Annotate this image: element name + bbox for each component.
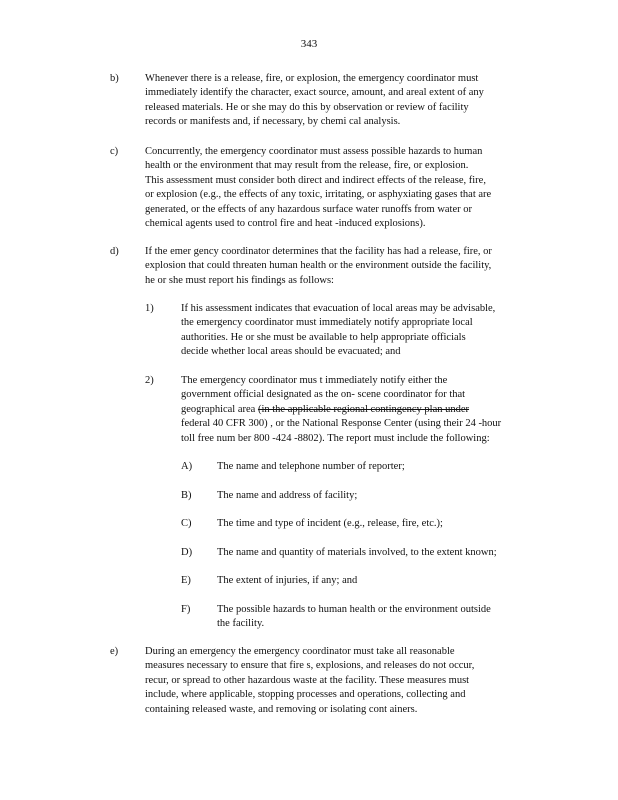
text-line: released materials. He or she may do this by observation or review of facility: [145, 101, 469, 113]
text-line: If his assessment indicates that evacuation of local areas may be advisable,: [181, 303, 496, 314]
list-label: F): [181, 604, 191, 615]
text-line: generated, or the effects of any hazardous surface water runoffs from water or: [145, 203, 473, 215]
text-line: explosion that could threaten human health or the environment outside the facility,: [145, 260, 492, 272]
text-line: he or she must report his findings as follows:: [145, 274, 334, 286]
paragraph-e-text: [145, 645, 474, 717]
text-line: health or the environment that may result from the release, fire, or explosion.: [145, 160, 469, 172]
text-line: records or manifests and, if necessary, by chemi cal analysis.: [145, 116, 401, 128]
text-line: chemical agents used to control fire and heat -induced explosions).: [145, 218, 426, 230]
text-line: immediately identify the character, exact source, amount, and areal extent of any: [145, 87, 484, 99]
label-d: d): [110, 246, 119, 257]
label-d-2: 2): [145, 375, 154, 386]
text-line: [181, 403, 501, 417]
list-item: [217, 603, 491, 632]
text-line: authorities. He or she must be available to help appropriate officials: [181, 331, 466, 343]
text-line: government official designated as the on- scene coordinator for that: [181, 389, 466, 401]
paragraph-c-text: [145, 145, 491, 231]
text-line: The possible hazards to human health or the environment outside: [217, 604, 491, 615]
text-line: Concurrently, the emergency coordinator must assess possible hazards to human: [145, 146, 483, 157]
list-label: B): [181, 490, 192, 501]
subparagraph-d-2: [181, 374, 501, 446]
page-number: 343: [300, 38, 318, 50]
list-label: E): [181, 575, 191, 586]
text-segment: geographical area: [181, 403, 258, 415]
label-d-1: 1): [145, 303, 154, 314]
paragraph-d-text: [145, 245, 492, 288]
text-line: federal 40 CFR 300) , or the National Response Center (using their 24 -hour: [181, 418, 502, 430]
text-line: the facility.: [217, 618, 265, 630]
list-item: The time and type of incident (e.g., release, fire, etc.);: [217, 518, 443, 529]
text-line: include, where applicable, stopping processes and operations, collecting and: [145, 689, 466, 701]
label-c: c): [110, 146, 119, 157]
list-label: A): [181, 461, 193, 472]
text-line: recur, or spread to other hazardous waste at the facility. These measures must: [145, 674, 470, 686]
text-line: If the emer gency coordinator determines that the facility has had a release, fire, or: [145, 246, 492, 257]
list-item: The name and telephone number of reporter;: [217, 461, 405, 472]
text-line: measures necessary to ensure that fire s, explosions, and releases do not occur,: [145, 660, 475, 672]
text-line: This assessment must consider both direct and indirect effects of the release, fire,: [145, 174, 486, 186]
subparagraph-d-1: [181, 302, 495, 360]
text-line: Whenever there is a release, fire, or explosion, the emergency coordinator must: [145, 73, 479, 84]
label-b: b): [110, 73, 119, 84]
list-item: The extent of injuries, if any; and: [217, 575, 358, 586]
list-item: The name and quantity of materials involved, to the extent known;: [217, 547, 497, 558]
list-label: C): [181, 518, 192, 529]
text-line: During an emergency the emergency coordinator must take all reasonable: [145, 646, 455, 657]
text-line: decide whether local areas should be evacuated; and: [181, 346, 401, 358]
text-line: or explosion (e.g., the effects of any toxic, irritating, or asphyxiating gases that are: [145, 189, 492, 201]
label-e: e): [110, 646, 119, 657]
text-line: The emergency coordinator mus t immediately notify either the: [181, 375, 448, 386]
struck-text: (in the applicable regional contingency plan under: [257, 403, 470, 415]
text-line: containing released waste, and removing or isolating cont ainers.: [145, 703, 418, 715]
text-line: toll free num ber 800 -424 -8802). The report must include the following:: [181, 432, 490, 444]
list-label: D): [181, 547, 193, 558]
paragraph-b-text: [145, 72, 484, 130]
text-line: the emergency coordinator must immediately notify appropriate local: [181, 317, 473, 329]
list-item: The name and address of facility;: [217, 490, 358, 501]
